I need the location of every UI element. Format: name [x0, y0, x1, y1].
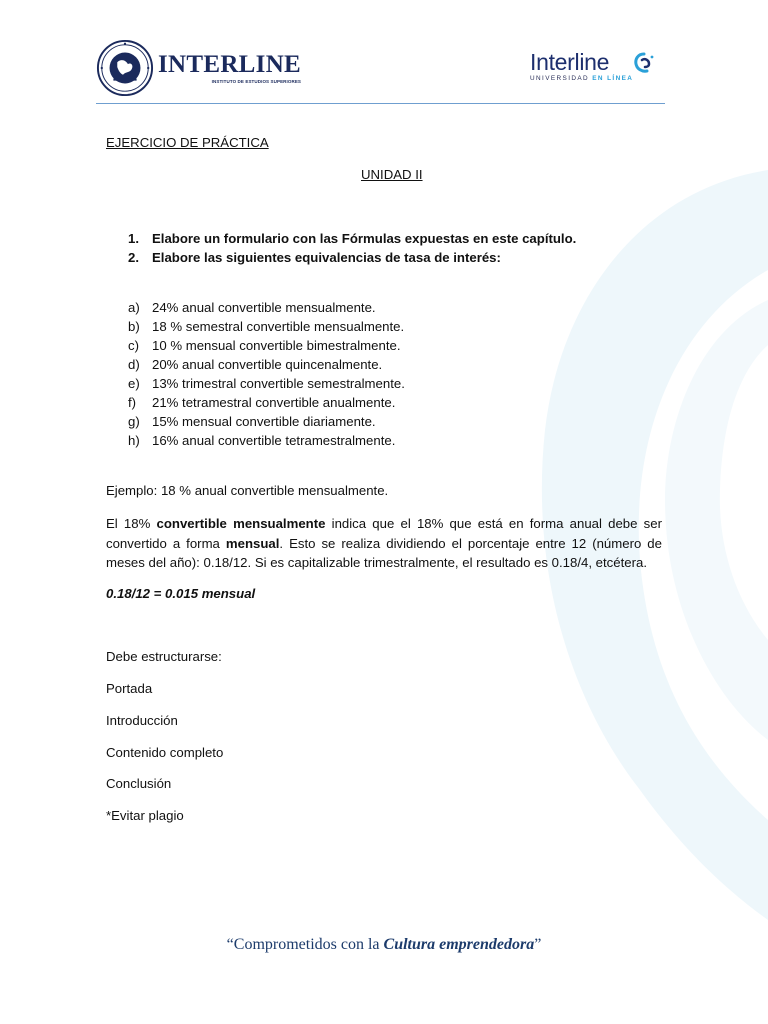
para-bold-text: mensual [225, 535, 280, 551]
item-letter: a) [128, 300, 140, 315]
interline-university-logo [530, 50, 660, 90]
item-letter: g) [128, 414, 140, 429]
interline-institute-logo [96, 38, 301, 98]
structure-title: Debe estructurarse: [106, 649, 222, 664]
structure-item: Portada [106, 681, 153, 696]
item-text: 24% anual convertible mensualmente. [152, 300, 376, 315]
para-bold-text: convertible mensualmente [156, 516, 326, 531]
footer-text: ” [534, 936, 542, 953]
task-number: 2. [128, 250, 139, 265]
item-letter: b) [128, 319, 140, 334]
task-text: Elabore las siguientes equivalencias de tasa de interés: [152, 250, 501, 265]
item-letter: d) [128, 357, 140, 372]
footer-text: “Comprometidos con la [226, 936, 384, 953]
item-letter: c) [128, 338, 139, 353]
footer-emphasis: Cultura emprendedora [383, 936, 535, 953]
right-logo-subtitle-b: EN LÍNEA [592, 75, 634, 82]
swirl-icon [633, 52, 655, 74]
unit-title: UNIDAD II [361, 167, 423, 182]
para-text: El 18% [106, 516, 157, 531]
right-logo-subtitle-a: UNIVERSIDAD [530, 75, 590, 82]
para-text: . Esto se realiza dividiendo el porcentaje entre 12 (número de meses del año): 0.18/12. Si es capitalizable trimestralmente, el resultado es 0.18/4, etcétera. [106, 535, 662, 570]
structure-item: *Evitar plagio [106, 808, 184, 823]
para-text: indica que el 18% que está en forma anual debe ser convertido a forma [106, 516, 662, 551]
header-divider [96, 103, 665, 104]
item-letter: h) [128, 433, 140, 448]
footer-slogan [0, 936, 768, 954]
task-text: Elabore un formulario con las Fórmulas expuestas en este capítulo. [152, 231, 577, 246]
item-letter: e) [128, 376, 140, 391]
document-heading: EJERCICIO DE PRÁCTICA [106, 135, 269, 150]
formula: 0.18/12 = 0.015 mensual [106, 586, 256, 601]
item-text: 16% anual convertible tetramestralmente. [152, 433, 396, 448]
structure-item: Introducción [106, 713, 178, 728]
task-number: 1. [128, 231, 139, 246]
item-text: 15% mensual convertible diariamente. [152, 414, 376, 429]
right-logo-subtitle [530, 75, 660, 82]
task-list-item [128, 249, 139, 266]
structure-item: Contenido completo [106, 745, 224, 760]
left-logo-title: INTERLINE [158, 51, 302, 78]
item-text: 20% anual convertible quincenalmente. [152, 357, 383, 372]
explanation-paragraph [106, 514, 662, 573]
left-logo-subtitle: INSTITUTO DE ESTUDIOS SUPERIORES [211, 79, 302, 84]
item-text: 21% tetramestral convertible anualmente. [152, 395, 396, 410]
item-text: 13% trimestral convertible semestralmente. [152, 376, 405, 391]
institute-seal-icon [96, 39, 154, 97]
item-letter: f) [128, 395, 137, 410]
right-logo-title: Interline [530, 49, 610, 75]
item-text: 18 % semestral convertible mensualmente. [152, 319, 405, 334]
item-text: 10 % mensual convertible bimestralmente. [152, 338, 401, 353]
example-line: Ejemplo: 18 % anual convertible mensualmente. [106, 483, 389, 498]
task-list-item [128, 230, 139, 247]
structure-item: Conclusión [106, 776, 172, 791]
